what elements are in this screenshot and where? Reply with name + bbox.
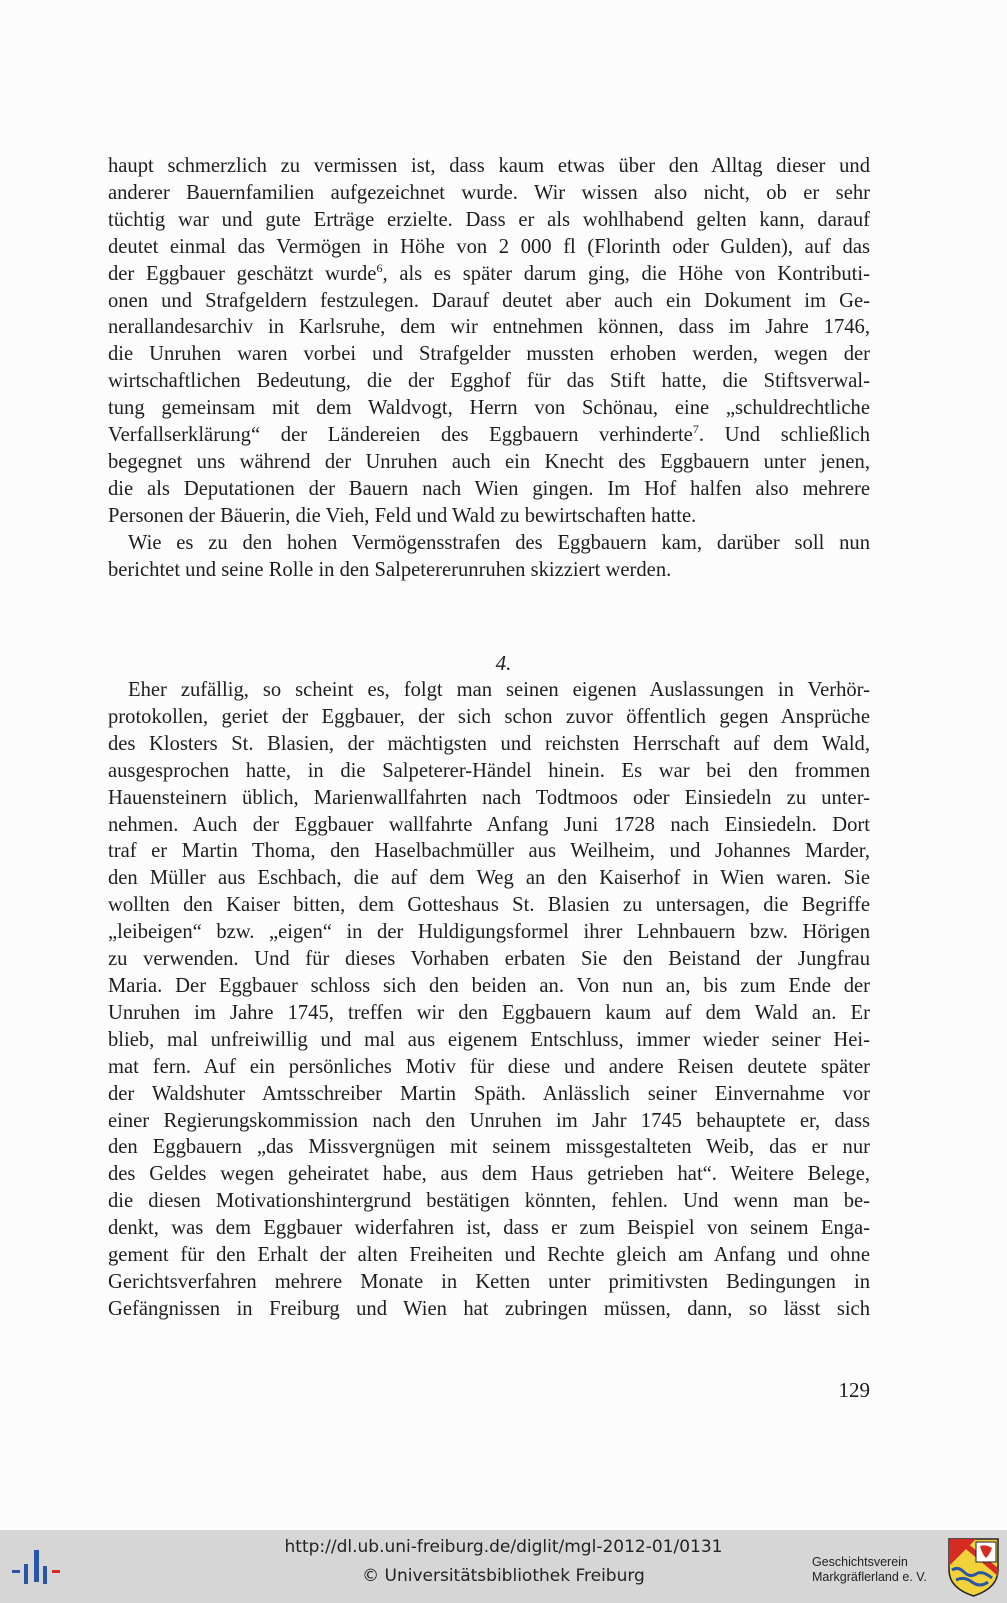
- text-line: Hauensteinern üblich, Marienwallfahrten nach Todtmoos oder Einsiedeln zu unter-: [108, 786, 870, 809]
- text-line: haupt schmerzlich zu vermissen ist, dass kaum etwas über den Alltag dieser und: [108, 155, 870, 177]
- text-line: Eher zufällig, so scheint es, folgt man seinen eigenen Auslassungen in Verhör-: [128, 679, 870, 701]
- text-line: [108, 422, 870, 449]
- text-line: Gerichtsverfahren mehrere Monate in Ketten unter primitivsten Bedingungen in: [108, 1270, 870, 1293]
- text-line: tüchtig war und gute Erträge erzielte. Dass er als wohlhabend gelten kann, darauf: [108, 208, 870, 231]
- text-fragment: . Und schließlich: [698, 424, 870, 447]
- text-line: protokollen, geriet der Eggbauer, der sich schon zuvor öffentlich gegen Ansprüche: [108, 705, 870, 728]
- footer-bar: [0, 1530, 1007, 1603]
- footer-copyright: © Universitätsbibliothek Freiburg: [362, 1566, 645, 1586]
- text-line: zu verwenden. Und für dieses Vorhaben erbaten Sie den Beistand der Jungfrau: [108, 948, 870, 971]
- text-line: den Müller aus Eschbach, die auf dem Weg an den Kaiserhof in Wien waren. Sie: [108, 867, 870, 890]
- text-line: blieb, mal unfreiwillig und mal aus eigenem Entschluss, immer wieder seiner Hei-: [108, 1028, 870, 1051]
- text-line: [108, 261, 870, 288]
- text-line: wirtschaftlichen Bedeutung, die der Egghof für das Stift hatte, die Stiftsverwal-: [108, 370, 870, 393]
- text-line: denkt, was dem Eggbauer widerfahren ist, dass er zum Beispiel von seinem Enga-: [108, 1217, 870, 1240]
- section-number: 4.: [495, 651, 512, 675]
- text-block-lower: [108, 677, 870, 1323]
- text-line: der Waldshuter Amtsschreiber Martin Späth. Anlässlich seiner Einvernahme vor: [108, 1082, 870, 1105]
- society-crest-icon[interactable]: [946, 1536, 1001, 1598]
- text-block-upper: [108, 153, 870, 584]
- text-line: den Eggbauern „das Missvergnügen mit seinem missgestalteten Weib, das er nur: [108, 1136, 870, 1159]
- text-line: die als Deputationen der Bauern nach Wien gingen. Im Hof halfen also mehrere: [108, 477, 870, 500]
- text-fragment: , als es später darum ging, die Höhe von Kontributi-: [382, 262, 870, 285]
- text-fragment: Verfallserklärung“ der Ländereien des Eggbauern verhinderte: [108, 424, 693, 447]
- text-line: Personen der Bäuerin, die Vieh, Feld und Wald zu bewirtschaften hatte.: [108, 504, 697, 527]
- footnote-marker: 7: [692, 422, 699, 437]
- text-line: traf er Martin Thoma, den Haselbachmüller aus Weilheim, und Johannes Marder,: [108, 840, 870, 863]
- text-line: „leibeigen“ bzw. „eigen“ in der Huldigungsformel ihrer Lehnbauern bzw. Hörigen: [108, 921, 870, 944]
- text-line: mat fern. Auf ein persönliches Motiv für diese und andere Reisen deutete später: [108, 1055, 870, 1078]
- text-line: nerallandesarchiv in Karlsruhe, dem wir entnehmen können, dass im Jahre 1746,: [108, 316, 870, 339]
- text-line: ausgesprochen hatte, in die Salpeterer-Händel hinein. Es war bei den frommen: [108, 759, 870, 782]
- text-line: tung gemeinsam mit dem Waldvogt, Herrn von Schönau, eine „schuldrechtliche: [108, 397, 870, 420]
- text-line: nehmen. Auch der Eggbauer wallfahrte Anfang Juni 1728 nach Einsiedeln. Dort: [108, 813, 870, 836]
- page-number: 129: [838, 1378, 870, 1402]
- text-line: wollten den Kaiser bitten, dem Gotteshaus St. Blasien zu untersagen, die Begriffe: [108, 894, 870, 917]
- text-line: Gefängnissen in Freiburg und Wien hat zubringen müssen, dann, so lässt sich: [108, 1297, 870, 1320]
- society-name: [812, 1555, 942, 1585]
- text-line: Wie es zu den hohen Vermögensstrafen des Eggbauern kam, darüber soll nun: [128, 531, 870, 554]
- text-line: gement für den Erhalt der alten Freiheiten und Rechte gleich am Anfang und ohne: [108, 1244, 870, 1267]
- text-line: berichtet und seine Rolle in den Salpetererunruhen skizziert werden.: [108, 558, 672, 581]
- text-line: begegnet uns während der Unruhen auch ein Knecht des Eggbauern unter jenen,: [108, 450, 870, 473]
- text-line: onen und Strafgeldern festzulegen. Darauf deutet aber auch ein Dokument im Ge-: [108, 289, 870, 312]
- text-fragment: der Eggbauer geschätzt wurde: [108, 262, 377, 285]
- text-line: deutet einmal das Vermögen in Höhe von 2 000 fl (Florinth oder Gulden), auf das: [108, 235, 870, 258]
- text-line: des Geldes wegen geheiratet habe, aus dem Haus getrieben hat“. Weitere Belege,: [108, 1163, 870, 1186]
- text-line: Unruhen im Jahre 1745, treffen wir den Eggbauern kaum auf dem Wald an. Er: [108, 1001, 870, 1024]
- text-line: Maria. Der Eggbauer schloss sich den beiden an. Von nun an, bis zum Ende der: [108, 974, 870, 997]
- text-line: die Unruhen waren vorbei und Strafgelder mussten erhoben werden, wegen der: [108, 343, 870, 366]
- society-line: Markgräflerland e. V.: [812, 1570, 927, 1584]
- society-line: Geschichtsverein: [812, 1555, 908, 1569]
- text-line: einer Regierungskommission nach den Unruhen im Jahr 1745 behauptete er, dass: [108, 1109, 870, 1132]
- text-line: die diesen Motivationshintergrund bestätigen könnten, fehlen. Und wenn man be-: [108, 1190, 870, 1213]
- text-line: des Klosters St. Blasien, der mächtigsten und reichsten Herrschaft auf dem Wald,: [108, 732, 870, 755]
- footer-url-link[interactable]: http://dl.ub.uni-freiburg.de/diglit/mgl-2012-01/0131: [284, 1537, 723, 1557]
- footnote-marker: 6: [376, 260, 383, 275]
- text-line: anderer Bauernfamilien aufgezeichnet wurde. Wir wissen also nicht, ob er sehr: [108, 181, 870, 204]
